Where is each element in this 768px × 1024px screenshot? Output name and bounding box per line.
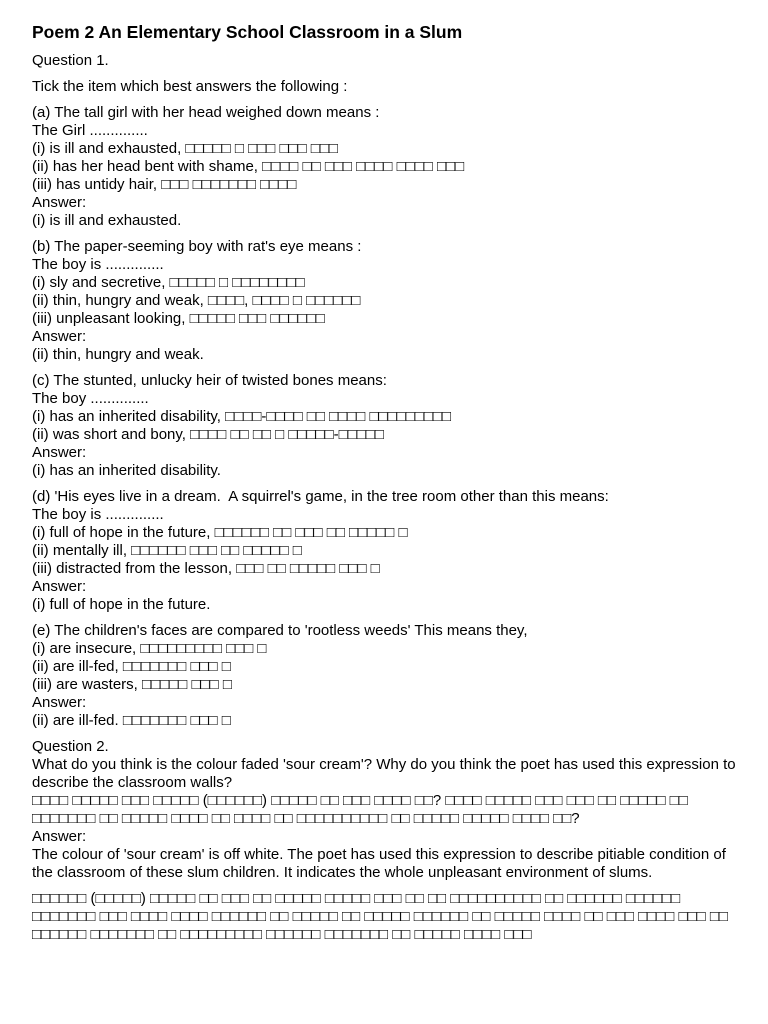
question-item-line: The boy is ..............	[32, 256, 164, 273]
question-2-answer: The colour of 'sour cream' is off white. The poet has used this expression to describe pitiable condition of the classroom of these slum children. It indicates the whole unpleasant environment of slums.	[32, 846, 726, 881]
question-item-line: (ii) are ill-fed, □□□□□□□ □□□ □	[32, 658, 231, 675]
question-2-label: Question 2.	[32, 738, 109, 755]
question-item-line: (i) full of hope in the future, □□□□□□ □□ □□□ □□ □□□□□ □	[32, 524, 408, 541]
question-item	[32, 104, 736, 230]
question-item-line: (ii) are ill-fed. □□□□□□□ □□□ □	[32, 712, 231, 729]
question-item	[32, 238, 736, 364]
question-item	[32, 372, 736, 480]
question-2-answer-label: Answer:	[32, 828, 87, 845]
question-item-line: The boy ..............	[32, 390, 149, 407]
question-item-line: (i) are insecure, □□□□□□□□□ □□□ □	[32, 640, 267, 657]
question-item-line: Answer:	[32, 328, 87, 345]
question-item-line: (i) is ill and exhausted.	[32, 212, 182, 229]
question-2-answer-hindi: □□□□□□ (□□□□□) □□□□□ □□ □□□ □□ □□□□□ □□□□□ □□□ □□ □□ □□□□□□□□□□ □□ □□□□□□ □□□□□□ □□□□□□□ □□□ □□□□ □□□□ □□□□□□ □□ □□□□□ □□ □□□□□ □□□□□□ □□ □□□□□ □□□□ □□ □□□ □□□□ □□□ □□ □□□□□□ □□□□□□□ □□ □□□□□□□□□ □□□□□□ □□□□□□□ □□ □□□□□ □□□□ □□□	[32, 890, 728, 943]
question-item-line: (i) full of hope in the future.	[32, 596, 211, 613]
question-item-line: Answer:	[32, 578, 87, 595]
question-item-line: (i) is ill and exhausted, □□□□□ □ □□□ □□□ □□□	[32, 140, 338, 157]
question-item-line: (i) sly and secretive, □□□□□ □ □□□□□□□□	[32, 274, 305, 291]
question-1-label: Question 1.	[32, 52, 109, 69]
question-item-line: Answer:	[32, 694, 87, 711]
question-item-line: (d) 'His eyes live in a dream. A squirrel's game, in the tree room other than this means:	[32, 488, 609, 505]
question-2	[32, 738, 736, 882]
question-1-instruction: Tick the item which best answers the following :	[32, 78, 348, 95]
question-item-line: (iii) has untidy hair, □□□ □□□□□□□ □□□□	[32, 176, 297, 193]
question-item-line: Answer:	[32, 444, 87, 461]
question-item-line: (c) The stunted, unlucky heir of twisted bones means:	[32, 372, 387, 389]
question-item-line: (iii) distracted from the lesson, □□□ □□ □□□□□ □□□ □	[32, 560, 380, 577]
question-item	[32, 622, 736, 730]
question-item-line: (a) The tall girl with her head weighed down means :	[32, 104, 380, 121]
question-item-line: (ii) has her head bent with shame, □□□□ □□ □□□ □□□□ □□□□ □□□	[32, 158, 465, 175]
question-2-text-hindi: □□□□ □□□□□ □□□ □□□□□ (□□□□□□) □□□□□ □□ □□□ □□□□ □□? □□□□ □□□□□ □□□ □□□ □□ □□□□□ □□ □□□□□□□ □□ □□□□□ □□□□ □□ □□□□ □□ □□□□□□□□□□ □□ □□□□□ □□□□□ □□□□ □□?	[32, 792, 688, 827]
question-item-line: (ii) thin, hungry and weak, □□□□, □□□□ □ □□□□□□	[32, 292, 361, 309]
question-item-line: (b) The paper-seeming boy with rat's eye means :	[32, 238, 362, 255]
page-title: Poem 2 An Elementary School Classroom in a Slum	[32, 22, 463, 42]
question-item-line: The boy is ..............	[32, 506, 164, 523]
question-item	[32, 488, 736, 614]
question-item-line: (i) has an inherited disability, □□□□-□□□□ □□ □□□□ □□□□□□□□□	[32, 408, 452, 425]
question-item-line: (i) has an inherited disability.	[32, 462, 221, 479]
question-item-line: (e) The children's faces are compared to 'rootless weeds' This means they,	[32, 622, 528, 639]
question-item-line: (iii) are wasters, □□□□□ □□□ □	[32, 676, 232, 693]
question-item-line: The Girl ..............	[32, 122, 148, 139]
question-item-line: (ii) mentally ill, □□□□□□ □□□ □□ □□□□□ □	[32, 542, 302, 559]
question-item-line: Answer:	[32, 194, 87, 211]
question-item-line: (ii) was short and bony, □□□□ □□ □□ □ □□□□□-□□□□□	[32, 426, 384, 443]
question-item-line: (iii) unpleasant looking, □□□□□ □□□ □□□□□□	[32, 310, 325, 327]
question-2-text: What do you think is the colour faded 'sour cream'? Why do you think the poet has used this expression to describe the classroom walls?	[32, 756, 736, 791]
question-item-line: (ii) thin, hungry and weak.	[32, 346, 204, 363]
question-1-items	[32, 104, 736, 730]
